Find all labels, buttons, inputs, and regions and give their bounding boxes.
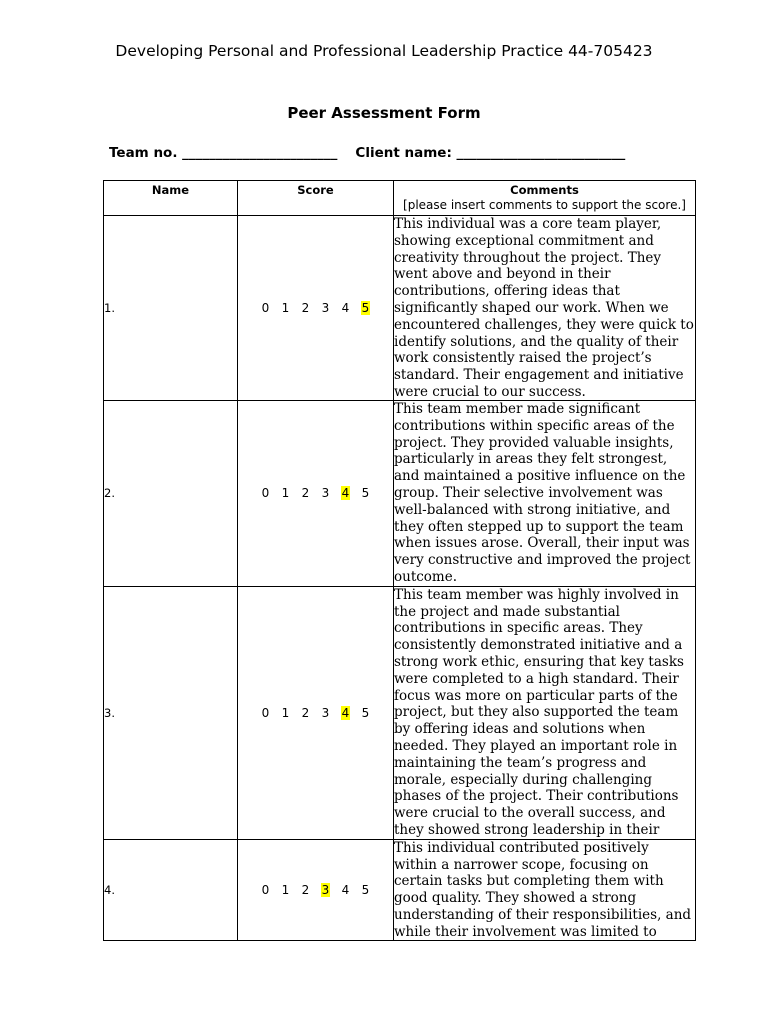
client-name-field[interactable]: Client name: _________________________ [355,145,626,161]
score-option-0[interactable]: 0 [261,705,270,720]
row-score-cell [238,216,394,401]
row-comment-cell[interactable] [394,216,696,401]
table-row [104,586,696,839]
row-name-cell[interactable]: 2. [104,401,238,587]
row-name-cell[interactable]: 1. [104,216,238,401]
comment-text: This team member was highly involved in the project and made substantial contributions in specific areas. They consistently demonstrated initiative and a strong work ethic, ensuring that key tasks were completed to a high standard. Their focus was more on particular parts of the project, but they also supported the team by offering ideas and solutions when needed. They played an important role in maintaining the team’s progress and morale, especially during challenging phases of the project. Their contributions were crucial to the overall success, and they showed strong leadership in their [394,586,684,838]
comments-column-header [394,181,696,216]
score-option-1[interactable]: 1 [281,882,290,897]
score-option-3[interactable]: 3 [321,486,330,501]
score-option-4[interactable]: 4 [341,301,350,315]
score-option-2[interactable]: 2 [301,301,310,315]
comment-text: This team member made significant contributions within specific areas of the project. They provided valuable insights, particularly in areas they felt strongest, and maintained a positive influence on the group. Their selective involvement was well-balanced with strong initiative, and they often stepped up to support the team when issues arose. Overall, their input was very constructive and improved the project outcome. [394,401,691,585]
score-option-4-selected[interactable]: 4 [341,705,350,720]
comments-header-note: [please insert comments to support the score.] [403,198,686,212]
score-option-1[interactable]: 1 [281,486,290,501]
score-option-3[interactable]: 3 [321,705,330,720]
row-comment-cell[interactable] [394,401,696,587]
form-title: Peer Assessment Form [287,104,481,122]
score-option-5-selected[interactable]: 5 [361,301,370,315]
row-score-cell [238,401,394,587]
score-option-2[interactable]: 2 [301,882,310,897]
peer-assessment-table [103,180,696,941]
table-row [104,216,696,401]
score-option-5[interactable]: 5 [361,486,370,501]
score-option-2[interactable]: 2 [301,486,310,501]
table-header-row [104,181,696,216]
score-option-0[interactable]: 0 [261,882,270,897]
row-score-cell [238,839,394,940]
name-column-header: Name [104,181,238,216]
score-option-4[interactable]: 4 [341,882,350,897]
score-option-2[interactable]: 2 [301,705,310,720]
team-number-field[interactable]: Team no. _______________________ [109,145,338,161]
row-name-cell[interactable]: 4. [104,839,238,940]
comment-text: This individual was a core team player, showing exceptional commitment and creativity throughout the project. They went above and beyond in their contributions, offering ideas that significantly shaped our work. When we encountered challenges, they were quick to identify solutions, and the quality of their work consistently raised the project’s standard. Their engagement and initiative were crucial to our success. [394,216,694,400]
score-option-1[interactable]: 1 [281,301,290,315]
score-option-0[interactable]: 0 [261,301,270,315]
row-score-cell [238,586,394,839]
score-option-3-selected[interactable]: 3 [321,882,330,897]
score-option-0[interactable]: 0 [261,486,270,501]
score-option-4-selected[interactable]: 4 [341,486,350,501]
row-comment-cell[interactable] [394,586,696,839]
score-column-header: Score [238,181,394,216]
table-row [104,839,696,940]
row-name-cell[interactable]: 3. [104,586,238,839]
comment-text: This individual contributed positively within a narrower scope, focusing on certain tasks but completing them with good quality. They showed a strong understanding of their responsibilities, and while their involvement was limited to [394,839,692,940]
table-row [104,401,696,587]
score-option-1[interactable]: 1 [281,705,290,720]
form-fields [109,145,625,161]
comments-header-label: Comments [510,183,579,197]
score-option-3[interactable]: 3 [321,301,330,315]
page-header: Developing Personal and Professional Leadership Practice 44-705423 [115,42,653,60]
row-comment-cell[interactable] [394,839,696,940]
score-option-5[interactable]: 5 [361,705,370,720]
score-option-5[interactable]: 5 [361,882,370,897]
